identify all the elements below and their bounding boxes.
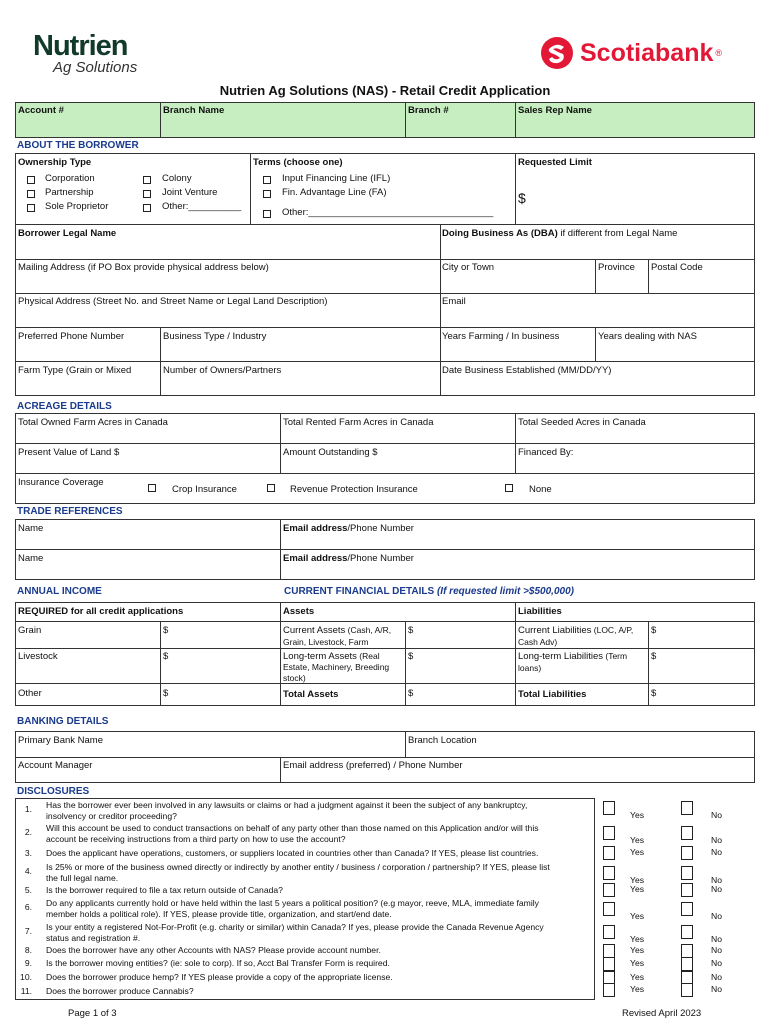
disclosure-yes-label: Yes — [630, 911, 645, 921]
disclosure-no-label: No — [711, 884, 722, 894]
amount-outstanding-field[interactable]: Amount Outstanding $ — [283, 447, 378, 458]
disclosure-yes-label: Yes — [630, 984, 645, 994]
disclosure-number: 7. — [24, 926, 32, 936]
disclosure-question — [46, 885, 283, 896]
other-income-label: Other — [18, 688, 42, 699]
nutrien-logo-subtext: Ag Solutions — [53, 59, 138, 76]
lt-assets-note: (Real — [356, 651, 380, 661]
lt-liabilities-label — [518, 651, 627, 662]
city-field[interactable]: City or Town — [442, 262, 495, 273]
disclosure-question — [46, 823, 539, 844]
ifl-checkbox[interactable] — [263, 176, 271, 184]
no-insurance-label: None — [529, 484, 552, 495]
disclosure-question — [46, 848, 538, 859]
trade-name-1-field[interactable]: Name — [18, 523, 44, 534]
assets-header: Assets — [283, 606, 315, 617]
disclosure-question — [46, 986, 194, 997]
branch-location-field[interactable]: Branch Location — [408, 735, 477, 746]
other-income-input[interactable]: $ — [163, 688, 169, 699]
disclosure-yes-checkbox[interactable] — [603, 944, 615, 958]
disclosure-yes-checkbox[interactable] — [603, 902, 615, 916]
current-liabilities-note-2: Cash Adv) — [518, 637, 558, 647]
current-assets-note-2: Grain, Livestock, Farm — [283, 637, 369, 647]
disclosure-question-line: insolvency or creditor proceeding? — [46, 810, 177, 821]
financial-note: (If requested limit >$500,000) — [436, 586, 574, 597]
joint-venture-label: Joint Venture — [162, 187, 218, 198]
account-row — [15, 102, 755, 138]
disclosure-question-line: Is the borrower required to file a tax return outside of Canada? — [46, 885, 283, 895]
disclosure-yes-label: Yes — [630, 934, 645, 944]
disclosure-number: 1. — [24, 804, 32, 814]
revenue-protection-label: Revenue Protection Insurance — [290, 484, 418, 495]
partnership-label: Partnership — [45, 187, 94, 198]
disclosure-yes-checkbox[interactable] — [603, 883, 615, 897]
ownership-type-label: Ownership Type — [18, 157, 92, 168]
lt-assets-title: Long-term Assets — [283, 651, 357, 662]
disclosure-no-checkbox[interactable] — [681, 983, 693, 997]
revision-date: Revised April 2023 — [622, 1008, 702, 1019]
fa-checkbox[interactable] — [263, 190, 271, 198]
current-liabilities-label — [518, 625, 633, 636]
disclosure-no-label: No — [711, 911, 722, 921]
partnership-checkbox[interactable] — [27, 190, 35, 198]
disclosure-yes-label: Yes — [630, 847, 645, 857]
account-number-field[interactable]: Account # — [18, 105, 64, 116]
disclosure-no-checkbox[interactable] — [681, 944, 693, 958]
disclosure-yes-label: Yes — [630, 810, 645, 820]
livestock-input[interactable]: $ — [163, 651, 169, 662]
current-liabilities-input[interactable]: $ — [651, 625, 657, 636]
dba-label: Doing Business As (DBA) — [442, 228, 558, 239]
disclosure-no-checkbox[interactable] — [681, 957, 693, 971]
corporation-checkbox[interactable] — [27, 176, 35, 184]
branch-number-field[interactable]: Branch # — [408, 105, 449, 116]
financial-title: CURRENT FINANCIAL DETAILS — [284, 586, 435, 597]
other-ownership-checkbox[interactable] — [143, 204, 151, 212]
section-financial-details — [284, 586, 574, 597]
joint-venture-checkbox[interactable] — [143, 190, 151, 198]
seeded-acres-field[interactable]: Total Seeded Acres in Canada — [518, 417, 646, 428]
disclosure-question-line: the full legal name. — [46, 872, 119, 883]
business-type-field[interactable]: Business Type / Industry — [163, 331, 267, 342]
sole-proprietor-label: Sole Proprietor — [45, 201, 109, 212]
disclosure-no-label: No — [711, 984, 722, 994]
branch-name-field[interactable]: Branch Name — [163, 105, 225, 116]
years-farming-field[interactable]: Years Farming / In business — [442, 331, 560, 342]
disclosure-no-label: No — [711, 810, 722, 820]
disclosure-yes-checkbox[interactable] — [603, 925, 615, 939]
disclosure-yes-checkbox[interactable] — [603, 957, 615, 971]
bank-email-phone-field[interactable]: Email address (preferred) / Phone Number — [283, 760, 463, 771]
disclosure-question — [46, 862, 550, 883]
livestock-label: Livestock — [18, 651, 58, 662]
account-manager-field[interactable]: Account Manager — [18, 760, 93, 771]
total-liabilities-label: Total Liabilities — [518, 689, 587, 700]
disclosure-no-checkbox[interactable] — [681, 883, 693, 897]
disclosure-number: 5. — [24, 885, 32, 895]
date-established-field[interactable]: Date Business Established (MM/DD/YY) — [442, 365, 612, 376]
page-title: Nutrien Ag Solutions (NAS) - Retail Credit Application — [219, 83, 551, 98]
disclosure-number: 10. — [20, 972, 32, 982]
scotiabank-s-icon — [540, 36, 574, 70]
disclosure-question-line: Is the borrower moving entities? (ie: sole to corp). If so, Acct Bal Transfer Form is required. — [46, 958, 390, 968]
sole-proprietor-checkbox[interactable] — [27, 204, 35, 212]
disclosure-no-checkbox[interactable] — [681, 826, 693, 840]
income-required-label: REQUIRED for all credit applications — [18, 606, 184, 617]
mailing-address-field[interactable]: Mailing Address (if PO Box provide physical address below) — [18, 262, 269, 273]
current-assets-label — [283, 625, 391, 636]
disclosure-no-checkbox[interactable] — [681, 925, 693, 939]
disclosure-number: 6. — [24, 902, 32, 912]
land-value-field[interactable]: Present Value of Land $ — [18, 447, 120, 458]
dba-field[interactable] — [442, 228, 677, 239]
terms-label: Terms (choose one) — [253, 157, 343, 168]
sales-rep-field[interactable]: Sales Rep Name — [518, 105, 592, 116]
registered-mark: ® — [715, 48, 723, 58]
income-box — [15, 602, 755, 706]
disclosure-number: 4. — [24, 866, 32, 876]
disclosure-yes-label: Yes — [630, 835, 645, 845]
disclosure-question-line: Does the applicant have operations, customers, or suppliers located in countries other than Canada? If YES, please list countries. — [46, 848, 539, 858]
disclosure-number: 11. — [20, 986, 32, 996]
requested-limit-input[interactable]: $ — [518, 190, 526, 206]
ifl-label: Input Financing Line (IFL) — [282, 173, 391, 184]
disclosure-yes-label: Yes — [630, 884, 645, 894]
legal-name-field[interactable]: Borrower Legal Name — [18, 228, 117, 239]
disclosure-no-label: No — [711, 847, 722, 857]
lt-assets-input[interactable]: $ — [408, 651, 414, 662]
lt-assets-label — [283, 651, 380, 662]
lt-assets-note-2: Estate, Machinery, Breeding — [283, 662, 390, 672]
physical-address-field[interactable]: Physical Address (Street No. and Street Name or Legal Land Description) — [18, 296, 328, 307]
current-assets-note: (Cash, A/R, — [345, 625, 392, 635]
disclosure-number: 2. — [24, 827, 32, 837]
total-liabilities-input[interactable]: $ — [651, 688, 657, 699]
section-trade-references: TRADE REFERENCES — [17, 506, 123, 517]
disclosure-question-line: Has the borrower ever been involved in any lawsuits or claims or had a judgment against it been the subject of any bankruptcy, — [46, 800, 528, 810]
no-insurance-checkbox[interactable] — [505, 484, 513, 492]
disclosure-question-line: member holds a political role). If YES, please provide title, organization, and start/end date. — [46, 908, 392, 919]
owners-field[interactable]: Number of Owners/Partners — [163, 365, 282, 376]
colony-label: Colony — [162, 173, 192, 184]
liabilities-header: Liabilities — [518, 606, 562, 617]
current-liabilities-note: (LOC, A/P, — [591, 625, 634, 635]
nutrien-logo — [33, 30, 137, 76]
section-banking: BANKING DETAILS — [17, 716, 109, 727]
disclosure-question-line: status and registration #. — [46, 932, 141, 943]
nutrien-logo-text: Nutrien — [33, 30, 128, 62]
disclosure-no-label: No — [711, 945, 722, 955]
lt-liabilities-note: (Term — [603, 651, 628, 661]
disclosure-yes-label: Yes — [630, 875, 645, 885]
other-terms-checkbox[interactable] — [263, 210, 271, 218]
owned-acres-field[interactable]: Total Owned Farm Acres in Canada — [18, 417, 168, 428]
disclosure-no-label: No — [711, 958, 722, 968]
disclosure-number: 3. — [24, 848, 32, 858]
disclosure-yes-checkbox[interactable] — [603, 826, 615, 840]
disclosure-no-label: No — [711, 835, 722, 845]
primary-bank-field[interactable]: Primary Bank Name — [18, 735, 103, 746]
total-assets-input[interactable]: $ — [408, 688, 414, 699]
current-assets-title: Current Assets — [283, 625, 346, 636]
disclosure-yes-label: Yes — [630, 945, 645, 955]
disclosure-question-line: Does the borrower produce hemp? If YES please provide a copy of the appropriate license. — [46, 972, 393, 982]
disclosure-yes-checkbox[interactable] — [603, 801, 615, 815]
disclosure-yes-checkbox[interactable] — [603, 983, 615, 997]
requested-limit-label: Requested Limit — [518, 157, 592, 168]
corporation-label: Corporation — [45, 173, 95, 184]
disclosure-question-line: Will this account be used to conduct transactions on behalf of any party other than those named on this Application and/or will this — [46, 823, 539, 833]
revenue-protection-checkbox[interactable] — [267, 484, 275, 492]
disclosure-no-checkbox[interactable] — [681, 902, 693, 916]
section-annual-income: ANNUAL INCOME — [17, 586, 102, 597]
colony-checkbox[interactable] — [143, 176, 151, 184]
page-number: Page 1 of 3 — [68, 1008, 117, 1019]
disclosure-yes-checkbox[interactable] — [603, 846, 615, 860]
disclosure-question — [46, 922, 544, 943]
disclosure-no-label: No — [711, 875, 722, 885]
disclosure-question — [46, 958, 390, 969]
disclosure-question — [46, 898, 539, 919]
scotiabank-logo — [540, 36, 722, 70]
crop-insurance-checkbox[interactable] — [148, 484, 156, 492]
trade-email-2-field[interactable] — [283, 553, 414, 564]
trade-email-1-field[interactable] — [283, 523, 414, 534]
trade-phone-2-label: /Phone Number — [347, 553, 414, 564]
disclosure-no-checkbox[interactable] — [681, 866, 693, 880]
lt-assets-note-3: stock) — [283, 673, 306, 683]
trade-email-2-label: Email address — [283, 553, 348, 564]
disclosure-yes-label: Yes — [630, 958, 645, 968]
disclosure-question-line: Does the borrower produce Cannabis? — [46, 986, 194, 996]
disclosure-question-line: Do any applicants currently hold or have held within the last 5 years a political position? (e.g mayor, reeve, MLA, immediate family — [46, 898, 539, 908]
phone-field[interactable]: Preferred Phone Number — [18, 331, 125, 342]
email-field[interactable]: Email — [442, 296, 466, 307]
dba-note: if different from Legal Name — [557, 228, 678, 239]
disclosure-no-checkbox[interactable] — [681, 801, 693, 815]
disclosure-question-line: Is 25% or more of the business owned directly or indirectly by another entity / business / corporation / partnership? If YES, please list — [46, 862, 550, 872]
disclosure-yes-checkbox[interactable] — [603, 866, 615, 880]
years-nas-field[interactable]: Years dealing with NAS — [598, 331, 697, 342]
disclosure-question — [46, 945, 381, 956]
total-assets-label: Total Assets — [283, 689, 339, 700]
scotiabank-logo-text: Scotiabank — [580, 38, 714, 67]
disclosure-question-line: Is your entity a registered Not-For-Profit (e.g. charity or similar) within Canada? If yes, please provide the Canada Revenue Agency — [46, 922, 544, 932]
grain-label: Grain — [18, 625, 42, 636]
lt-liabilities-input[interactable]: $ — [651, 651, 657, 662]
fa-label: Fin. Advantage Line (FA) — [282, 187, 387, 198]
farm-type-field[interactable]: Farm Type (Grain or Mixed — [18, 365, 132, 376]
lt-liabilities-title: Long-term Liabilities — [518, 651, 604, 662]
disclosure-number: 9. — [24, 958, 32, 968]
disclosure-question-line: account be receiving instructions from a third party on how to use the account? — [46, 833, 346, 844]
disclosure-question — [46, 972, 393, 983]
disclosure-number: 8. — [24, 945, 32, 955]
current-liabilities-title: Current Liabilities — [518, 625, 592, 636]
section-about-borrower: ABOUT THE BORROWER — [17, 140, 139, 151]
disclosure-yes-label: Yes — [630, 972, 645, 982]
insurance-coverage-label: Insurance Coverage — [18, 477, 104, 488]
lt-liabilities-note-2: loans) — [518, 663, 542, 673]
disclosure-no-label: No — [711, 972, 722, 982]
crop-insurance-label: Crop Insurance — [172, 484, 237, 495]
disclosure-question-line: Does the borrower have any other Accounts with NAS? Please provide account number. — [46, 945, 381, 955]
section-disclosures: DISCLOSURES — [17, 786, 90, 797]
rented-acres-field[interactable]: Total Rented Farm Acres in Canada — [283, 417, 434, 428]
trade-email-1-label: Email address — [283, 523, 348, 534]
current-assets-input[interactable]: $ — [408, 625, 414, 636]
other-terms-label: Other:___________________________________ — [282, 207, 494, 218]
trade-phone-1-label: /Phone Number — [347, 523, 414, 534]
postal-code-field[interactable]: Postal Code — [651, 262, 703, 273]
disclosure-question — [46, 800, 527, 821]
disclosure-no-label: No — [711, 934, 722, 944]
province-field[interactable]: Province — [598, 262, 635, 273]
disclosure-no-checkbox[interactable] — [681, 846, 693, 860]
section-acreage: ACREAGE DETAILS — [17, 401, 112, 412]
grain-input[interactable]: $ — [163, 625, 169, 636]
financed-by-field[interactable]: Financed By: — [518, 447, 574, 458]
trade-name-2-field[interactable]: Name — [18, 553, 44, 564]
other-ownership-label: Other:__________ — [162, 201, 242, 212]
